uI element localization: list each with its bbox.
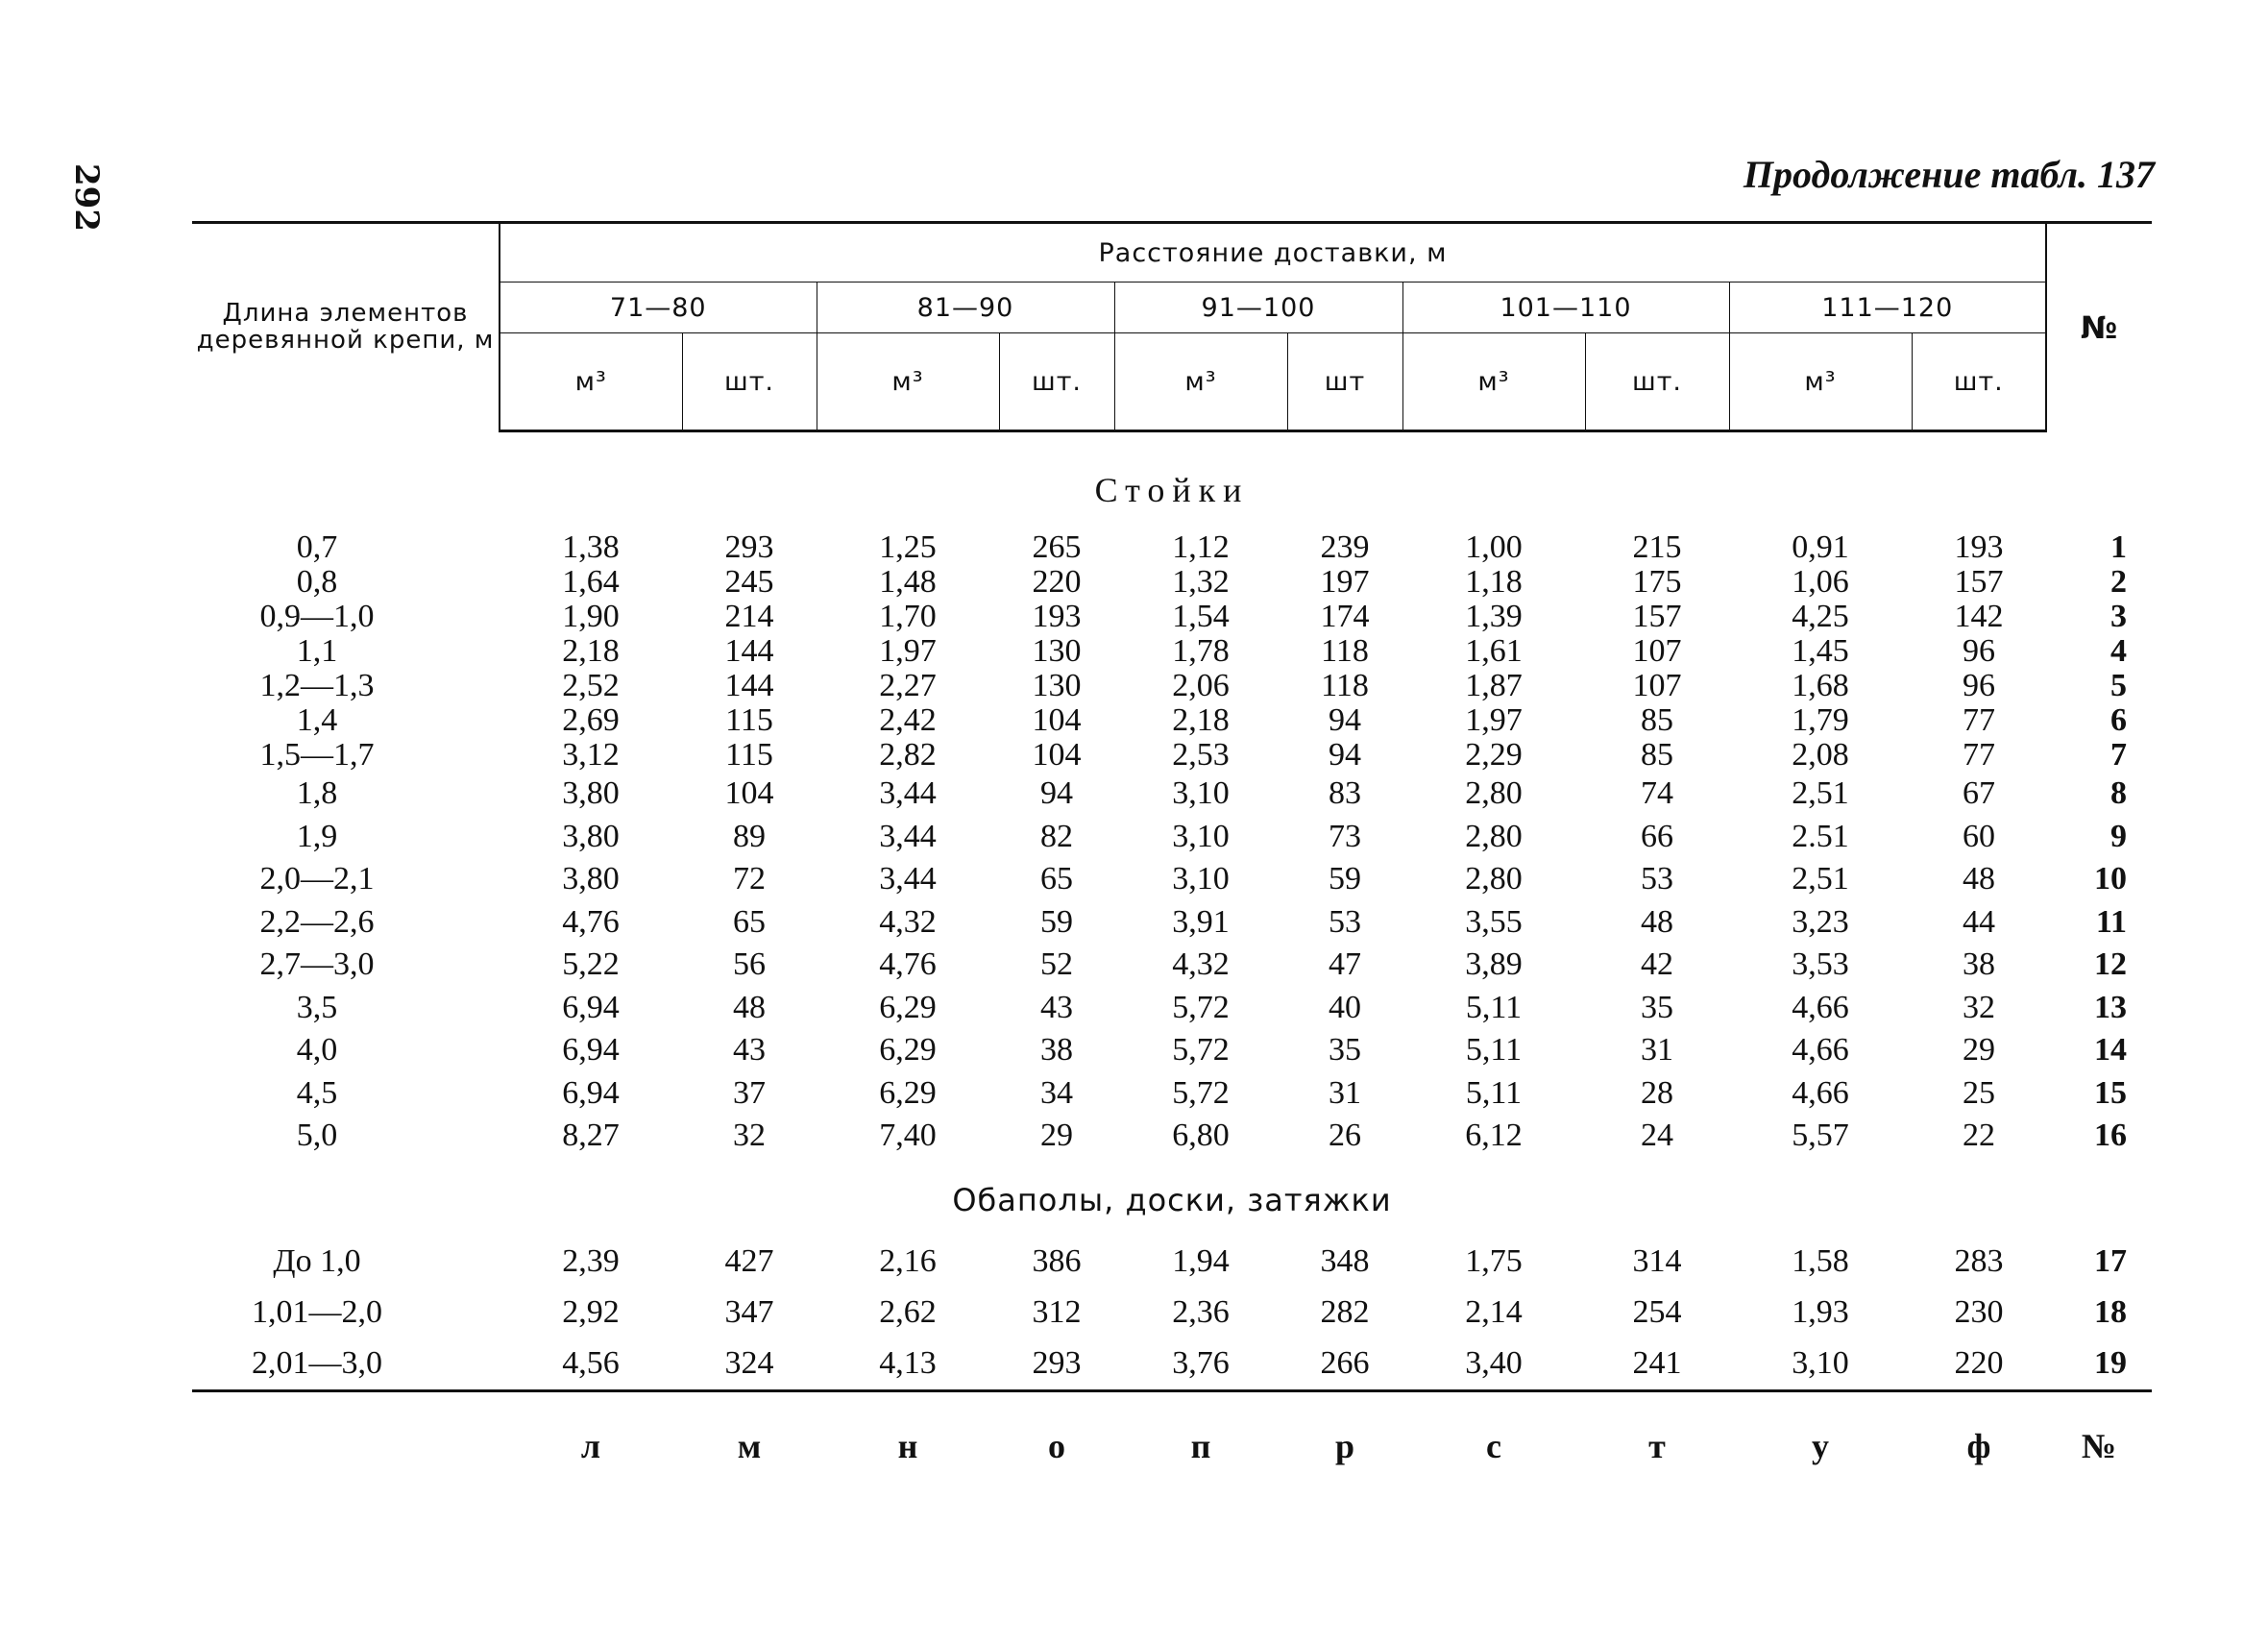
- count-cell: 174: [1320, 599, 1370, 634]
- table-row: [192, 600, 2152, 634]
- length-cell: 1,01—2,0: [252, 1294, 382, 1330]
- table-header: [192, 223, 2152, 431]
- count-cell: 104: [1032, 737, 1082, 773]
- volume-cell: 6,29: [879, 1032, 937, 1069]
- volume-cell: 1,18: [1465, 564, 1523, 600]
- volume-cell: 3,10: [1792, 1345, 1849, 1381]
- volume-cell: 1,75: [1465, 1243, 1523, 1279]
- count-cell: 31: [1329, 1074, 1361, 1111]
- length-cell: 0,8: [296, 564, 338, 600]
- count-cell: 94: [1329, 737, 1361, 773]
- count-cell: 26: [1329, 1118, 1361, 1154]
- volume-cell: 3,53: [1792, 946, 1849, 983]
- table-row: [192, 669, 2152, 703]
- header-unit: шт.: [1585, 333, 1729, 431]
- table-row: [192, 858, 2152, 901]
- count-cell: 38: [1040, 1032, 1073, 1069]
- count-cell: 60: [1963, 818, 1995, 854]
- continuation-title: Продолжение табл. 137: [1743, 153, 2155, 196]
- count-cell: 157: [1632, 599, 1682, 634]
- count-cell: 427: [724, 1243, 774, 1279]
- volume-cell: 3,91: [1172, 903, 1230, 940]
- volume-cell: 2,53: [1172, 737, 1230, 773]
- section-title: Стойки: [1094, 471, 1250, 509]
- volume-cell: 1,38: [562, 529, 620, 565]
- volume-cell: 4,66: [1792, 989, 1849, 1025]
- count-cell: 53: [1329, 903, 1361, 940]
- count-cell: 220: [1954, 1345, 2004, 1381]
- length-cell: 2,0—2,1: [259, 861, 375, 897]
- count-cell: 254: [1632, 1294, 1682, 1330]
- volume-cell: 7,40: [879, 1118, 937, 1154]
- row-number-cell: 12: [2094, 946, 2128, 983]
- header-unit: шт.: [682, 333, 817, 431]
- length-cell: 1,8: [296, 775, 338, 812]
- volume-cell: 6,29: [879, 989, 937, 1025]
- count-cell: 73: [1329, 818, 1361, 854]
- header-unit: м³: [817, 333, 999, 431]
- volume-cell: 1,93: [1792, 1294, 1849, 1330]
- volume-cell: 2,82: [879, 737, 937, 773]
- count-cell: 282: [1320, 1294, 1370, 1330]
- volume-cell: 2,06: [1172, 668, 1230, 703]
- volume-cell: 8,27: [562, 1118, 620, 1154]
- header-range: 81—90: [817, 283, 1114, 333]
- count-cell: 82: [1040, 818, 1073, 854]
- table-row: [192, 773, 2152, 816]
- row-number-cell: 15: [2094, 1074, 2128, 1111]
- volume-cell: 4,66: [1792, 1032, 1849, 1069]
- row-number-cell: 6: [2110, 702, 2128, 738]
- volume-cell: 5,72: [1172, 1032, 1230, 1069]
- volume-cell: 1,70: [879, 599, 937, 634]
- count-cell: 241: [1632, 1345, 1682, 1381]
- count-cell: 59: [1329, 861, 1361, 897]
- count-cell: 157: [1954, 564, 2004, 600]
- count-cell: 386: [1032, 1243, 1082, 1279]
- table-row: [192, 901, 2152, 945]
- footer-letter: №: [2081, 1426, 2117, 1465]
- row-number-cell: 3: [2110, 599, 2128, 634]
- header-length-column: Длина элементов деревянной крепи, м: [192, 223, 500, 431]
- volume-cell: 3,80: [562, 775, 620, 812]
- footer-letter: м: [737, 1426, 762, 1465]
- volume-cell: 1,97: [1465, 702, 1523, 738]
- count-cell: 56: [733, 946, 766, 983]
- count-cell: 89: [733, 818, 766, 854]
- table-row: [192, 565, 2152, 600]
- count-cell: 24: [1641, 1118, 1673, 1154]
- count-cell: 72: [733, 861, 766, 897]
- header-distance-title: Расстояние доставки, м: [500, 223, 2046, 283]
- count-cell: 265: [1032, 529, 1082, 565]
- count-cell: 48: [1641, 903, 1673, 940]
- header-unit: м³: [1402, 333, 1585, 431]
- table-row: [192, 1072, 2152, 1116]
- header-number-column: №: [2046, 223, 2152, 431]
- count-cell: 348: [1320, 1243, 1370, 1279]
- volume-cell: 2,51: [1792, 861, 1849, 897]
- table-row: [192, 1237, 2152, 1288]
- volume-cell: 2,42: [879, 702, 937, 738]
- row-number-cell: 18: [2094, 1294, 2128, 1330]
- header-range: 71—80: [500, 283, 817, 333]
- count-cell: 44: [1963, 903, 1995, 940]
- volume-cell: 4,76: [879, 946, 937, 983]
- volume-cell: 3,44: [879, 775, 937, 812]
- header-unit: м³: [1114, 333, 1287, 431]
- footer-letter: р: [1334, 1426, 1355, 1465]
- count-cell: 43: [733, 1032, 766, 1069]
- page-number: 292: [67, 163, 106, 232]
- footer-letter: т: [1648, 1426, 1666, 1465]
- count-cell: 25: [1963, 1074, 1995, 1111]
- length-cell: 4,5: [296, 1074, 338, 1111]
- volume-cell: 6,94: [562, 989, 620, 1025]
- volume-cell: 6,94: [562, 1032, 620, 1069]
- footer-letter: с: [1486, 1426, 1501, 1465]
- count-cell: 77: [1963, 702, 1995, 738]
- volume-cell: 1,12: [1172, 529, 1230, 565]
- count-cell: 48: [733, 989, 766, 1025]
- table-row: [192, 703, 2152, 738]
- volume-cell: 5,72: [1172, 1074, 1230, 1111]
- count-cell: 239: [1320, 529, 1370, 565]
- count-cell: 66: [1641, 818, 1673, 854]
- count-cell: 29: [1963, 1032, 1995, 1069]
- count-cell: 32: [733, 1118, 766, 1154]
- count-cell: 175: [1632, 564, 1682, 600]
- table-row: [192, 738, 2152, 773]
- volume-cell: 2,36: [1172, 1294, 1230, 1330]
- count-cell: 34: [1040, 1074, 1073, 1111]
- volume-cell: 3,80: [562, 861, 620, 897]
- table-body: [192, 431, 2152, 1391]
- count-cell: 347: [724, 1294, 774, 1330]
- count-cell: 43: [1040, 989, 1073, 1025]
- volume-cell: 1,00: [1465, 529, 1523, 565]
- table-row: [192, 816, 2152, 859]
- count-cell: 42: [1641, 946, 1673, 983]
- table-row: [192, 1288, 2152, 1339]
- header-unit: шт.: [1912, 333, 2046, 431]
- volume-cell: 1,39: [1465, 599, 1523, 634]
- section-title: Обаполы, доски, затяжки: [952, 1181, 1392, 1218]
- row-number-cell: 19: [2094, 1345, 2128, 1381]
- volume-cell: 4,32: [879, 903, 937, 940]
- volume-cell: 6,12: [1465, 1118, 1523, 1154]
- count-cell: 266: [1320, 1345, 1370, 1381]
- volume-cell: 2,92: [562, 1294, 620, 1330]
- count-cell: 85: [1641, 702, 1673, 738]
- volume-cell: 1,97: [879, 633, 937, 669]
- volume-cell: 1,90: [562, 599, 620, 634]
- table-row: [192, 1339, 2152, 1391]
- table-row: [192, 987, 2152, 1030]
- length-cell: 4,0: [296, 1032, 338, 1069]
- header-unit: м³: [1729, 333, 1912, 431]
- row-number-cell: 14: [2094, 1032, 2128, 1069]
- count-cell: 35: [1329, 1032, 1361, 1069]
- volume-cell: 2,51: [1792, 775, 1849, 812]
- volume-cell: 1,54: [1172, 599, 1230, 634]
- volume-cell: 1,25: [879, 529, 937, 565]
- length-cell: 0,9—1,0: [259, 599, 375, 634]
- data-table-wrapper: [192, 221, 2152, 1467]
- row-number-cell: 10: [2094, 861, 2128, 897]
- volume-cell: 6,80: [1172, 1118, 1230, 1154]
- section-title-row: [192, 431, 2152, 531]
- footer-letters-row: [192, 1413, 2152, 1467]
- count-cell: 115: [725, 737, 773, 773]
- volume-cell: 1,45: [1792, 633, 1849, 669]
- count-cell: 230: [1954, 1294, 2004, 1330]
- count-cell: 324: [724, 1345, 774, 1381]
- count-cell: 94: [1329, 702, 1361, 738]
- table-row: [192, 1115, 2152, 1158]
- header-unit: шт: [1287, 333, 1402, 431]
- count-cell: 130: [1032, 668, 1082, 703]
- count-cell: 47: [1329, 946, 1361, 983]
- volume-cell: 3,89: [1465, 946, 1523, 983]
- count-cell: 107: [1632, 633, 1682, 669]
- count-cell: 52: [1040, 946, 1073, 983]
- volume-cell: 2,14: [1465, 1294, 1523, 1330]
- volume-cell: 5,22: [562, 946, 620, 983]
- table-footer: [192, 1390, 2152, 1467]
- table-row: [192, 530, 2152, 565]
- header-range: 91—100: [1114, 283, 1402, 333]
- row-number-cell: 1: [2110, 529, 2128, 565]
- footer-letter: ф: [1966, 1426, 1991, 1465]
- count-cell: 104: [724, 775, 774, 812]
- volume-cell: 6,29: [879, 1074, 937, 1111]
- count-cell: 96: [1963, 633, 1995, 669]
- count-cell: 48: [1963, 861, 1995, 897]
- length-cell: 2,7—3,0: [259, 946, 375, 983]
- volume-cell: 0,91: [1792, 529, 1849, 565]
- footer-letter: о: [1048, 1426, 1065, 1465]
- data-table: [192, 221, 2152, 1467]
- length-cell: До 1,0: [273, 1243, 361, 1279]
- volume-cell: 3,10: [1172, 775, 1230, 812]
- count-cell: 85: [1641, 737, 1673, 773]
- volume-cell: 2,08: [1792, 737, 1849, 773]
- footer-empty-cell: [192, 1413, 500, 1467]
- header-range: 101—110: [1402, 283, 1729, 333]
- volume-cell: 2,80: [1465, 775, 1523, 812]
- volume-cell: 1,32: [1172, 564, 1230, 600]
- row-number-cell: 5: [2110, 668, 2128, 703]
- volume-cell: 4,76: [562, 903, 620, 940]
- footer-letter: н: [897, 1426, 918, 1465]
- volume-cell: 2,52: [562, 668, 620, 703]
- header-unit: м³: [500, 333, 682, 431]
- count-cell: 32: [1963, 989, 1995, 1025]
- table-row: [192, 944, 2152, 987]
- volume-cell: 1,78: [1172, 633, 1230, 669]
- count-cell: 104: [1032, 702, 1082, 738]
- volume-cell: 3,40: [1465, 1345, 1523, 1381]
- volume-cell: 1,61: [1465, 633, 1523, 669]
- count-cell: 83: [1329, 775, 1361, 812]
- count-cell: 77: [1963, 737, 1995, 773]
- volume-cell: 3,80: [562, 818, 620, 854]
- volume-cell: 2,62: [879, 1294, 937, 1330]
- volume-cell: 3,10: [1172, 818, 1230, 854]
- volume-cell: 5,11: [1465, 989, 1523, 1025]
- count-cell: 214: [724, 599, 774, 634]
- length-cell: 1,9: [296, 818, 338, 854]
- footer-letter: л: [580, 1426, 601, 1465]
- count-cell: 245: [724, 564, 774, 600]
- count-cell: 215: [1632, 529, 1682, 565]
- count-cell: 118: [1321, 668, 1369, 703]
- count-cell: 115: [725, 702, 773, 738]
- volume-cell: 3,44: [879, 861, 937, 897]
- volume-cell: 2,80: [1465, 861, 1523, 897]
- row-number-cell: 8: [2110, 775, 2128, 812]
- count-cell: 22: [1963, 1118, 1995, 1154]
- section-title-row: [192, 1158, 2152, 1237]
- volume-cell: 3,55: [1465, 903, 1523, 940]
- length-cell: 2,2—2,6: [259, 903, 375, 940]
- volume-cell: 1,48: [879, 564, 937, 600]
- volume-cell: 3,12: [562, 737, 620, 773]
- count-cell: 193: [1032, 599, 1082, 634]
- count-cell: 283: [1954, 1243, 2004, 1279]
- table-row: [192, 634, 2152, 669]
- volume-cell: 5,11: [1465, 1032, 1523, 1069]
- length-cell: 1,2—1,3: [259, 668, 375, 703]
- length-cell: 3,5: [296, 989, 338, 1025]
- row-number-cell: 11: [2095, 903, 2128, 940]
- count-cell: 107: [1632, 668, 1682, 703]
- volume-cell: 5,72: [1172, 989, 1230, 1025]
- row-number-cell: 17: [2094, 1243, 2128, 1279]
- volume-cell: 5,57: [1792, 1118, 1849, 1154]
- count-cell: 144: [724, 668, 774, 703]
- volume-cell: 3,10: [1172, 861, 1230, 897]
- count-cell: 40: [1329, 989, 1361, 1025]
- row-number-cell: 2: [2110, 564, 2128, 600]
- volume-cell: 2,18: [562, 633, 620, 669]
- footer-letter: у: [1812, 1426, 1829, 1465]
- volume-cell: 1,64: [562, 564, 620, 600]
- volume-cell: 4,13: [879, 1345, 937, 1381]
- row-number-cell: 16: [2094, 1118, 2128, 1154]
- volume-cell: 1,94: [1172, 1243, 1230, 1279]
- length-cell: 1,4: [296, 702, 338, 738]
- count-cell: 293: [1032, 1345, 1082, 1381]
- volume-cell: 3,23: [1792, 903, 1849, 940]
- count-cell: 67: [1963, 775, 1995, 812]
- count-cell: 37: [733, 1074, 766, 1111]
- volume-cell: 4,25: [1792, 599, 1849, 634]
- header-unit: шт.: [999, 333, 1114, 431]
- volume-cell: 4,66: [1792, 1074, 1849, 1111]
- length-cell: 2,01—3,0: [252, 1345, 382, 1381]
- volume-cell: 1,87: [1465, 668, 1523, 703]
- row-number-cell: 9: [2110, 818, 2128, 854]
- row-number-cell: 4: [2110, 633, 2128, 669]
- count-cell: 29: [1040, 1118, 1073, 1154]
- length-cell: 1,5—1,7: [259, 737, 375, 773]
- volume-cell: 4,56: [562, 1345, 620, 1381]
- volume-cell: 2,16: [879, 1243, 937, 1279]
- count-cell: 197: [1320, 564, 1370, 600]
- table-row: [192, 1029, 2152, 1072]
- count-cell: 142: [1954, 599, 2004, 634]
- count-cell: 220: [1032, 564, 1082, 600]
- volume-cell: 2,29: [1465, 737, 1523, 773]
- count-cell: 94: [1040, 775, 1073, 812]
- volume-cell: 3,44: [879, 818, 937, 854]
- count-cell: 144: [724, 633, 774, 669]
- count-cell: 130: [1032, 633, 1082, 669]
- volume-cell: 1,79: [1792, 702, 1849, 738]
- footer-letter: п: [1190, 1426, 1211, 1465]
- volume-cell: 1,06: [1792, 564, 1849, 600]
- volume-cell: 4,32: [1172, 946, 1230, 983]
- volume-cell: 2,69: [562, 702, 620, 738]
- count-cell: 31: [1641, 1032, 1673, 1069]
- volume-cell: 2,39: [562, 1243, 620, 1279]
- count-cell: 38: [1963, 946, 1995, 983]
- count-cell: 312: [1032, 1294, 1082, 1330]
- row-number-cell: 7: [2110, 737, 2128, 773]
- count-cell: 118: [1321, 633, 1369, 669]
- count-cell: 293: [724, 529, 774, 565]
- volume-cell: 6,94: [562, 1074, 620, 1111]
- count-cell: 28: [1641, 1074, 1673, 1111]
- count-cell: 74: [1641, 775, 1673, 812]
- volume-cell: 1,58: [1792, 1243, 1849, 1279]
- count-cell: 65: [1040, 861, 1073, 897]
- volume-cell: 2,27: [879, 668, 937, 703]
- length-cell: 5,0: [296, 1118, 338, 1154]
- volume-cell: 2,18: [1172, 702, 1230, 738]
- volume-cell: 2,80: [1465, 818, 1523, 854]
- count-cell: 35: [1641, 989, 1673, 1025]
- row-number-cell: 13: [2094, 989, 2128, 1025]
- volume-cell: 5,11: [1465, 1074, 1523, 1111]
- volume-cell: 2.51: [1792, 818, 1849, 854]
- volume-cell: 3,76: [1172, 1345, 1230, 1381]
- count-cell: 65: [733, 903, 766, 940]
- header-range: 111—120: [1729, 283, 2046, 333]
- length-cell: 0,7: [296, 529, 338, 565]
- count-cell: 314: [1632, 1243, 1682, 1279]
- count-cell: 96: [1963, 668, 1995, 703]
- count-cell: 193: [1954, 529, 2004, 565]
- count-cell: 59: [1040, 903, 1073, 940]
- length-cell: 1,1: [296, 633, 338, 669]
- count-cell: 53: [1641, 861, 1673, 897]
- volume-cell: 1,68: [1792, 668, 1849, 703]
